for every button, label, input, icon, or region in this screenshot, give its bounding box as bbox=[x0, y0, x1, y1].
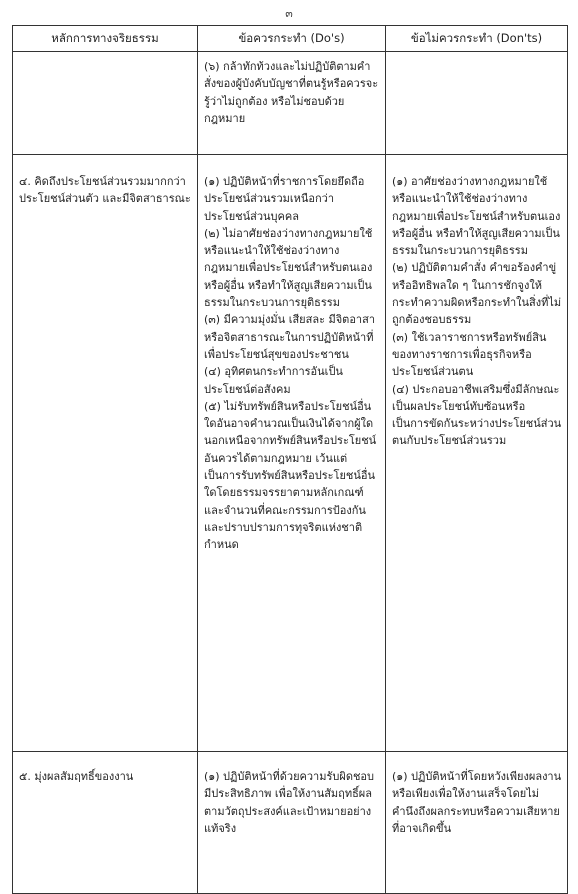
dos-cell bbox=[198, 52, 386, 155]
dos-item: (๕) ไม่รับทรัพย์สินหรือประโยชน์อื่นใดอันอาจคำนวณเป็นเงินได้จากผู้ใด นอกเหนือจากทรัพย์สินหรือประโยชน์อันควรได้ตามกฎหมาย เว้นแต่เป็นการรับทรัพย์สินหรือประโยชน์อื่นใดโดยธรรมจรรยาตามหลักเกณฑ์และจำนวนที่คณะกรรมการป้องกันและปราบปรามการทุจริตแห่งชาติกำหนด bbox=[204, 399, 377, 552]
dos-item: (๔) อุทิศตนกระทำการอันเป็นประโยชน์ต่อสังคม bbox=[204, 365, 343, 396]
donts-item: (๑) ปฏิบัติหน้าที่โดยหวังเพียงผลงานหรือเพียงเพื่อให้งานเสร็จโดยไม่คำนึงถึงผลกระทบหรือความเสียหายที่อาจเกิดขึ้น bbox=[392, 770, 562, 835]
donts-item: (๓) ใช้เวลาราชการหรือทรัพย์สินของทางราชการเพื่อธุรกิจหรือประโยชน์ส่วนตน bbox=[392, 330, 547, 379]
table-row bbox=[13, 52, 568, 155]
principle-cell: ๕. มุ่งผลสัมฤทธิ์ของงาน bbox=[13, 752, 198, 894]
dos-item: (๓) มีความมุ่งมั่น เสียสละ มีจิตอาสาหรือจิตสาธารณะในการปฏิบัติหน้าที่เพื่อประโยชน์สุขของประชาชน bbox=[204, 313, 375, 361]
dos-cell bbox=[198, 752, 386, 894]
header-donts: ข้อไม่ควรกระทำ (Don'ts) bbox=[386, 26, 568, 52]
header-principle: หลักการทางจริยธรรม bbox=[13, 26, 198, 52]
table-row bbox=[13, 155, 568, 752]
dos-item: (๑) ปฏิบัติหน้าที่ราชการโดยยึดถือประโยชน์ส่วนรวมเหนือกว่าประโยชน์ส่วนบุคคล bbox=[204, 175, 365, 223]
table-row bbox=[13, 752, 568, 894]
dos-item: (๒) ไม่อาศัยช่องว่างทางกฎหมายใช้ หรือแนะนำให้ใช้ช่องว่างทางกฎหมายเพื่อประโยชน์สำหรับตนเองหรือผู้อื่น หรือทำให้สูญเสียความเป็นธรรมในกระบวนการยุติธรรม bbox=[204, 226, 373, 310]
principle-cell bbox=[13, 52, 198, 155]
principle-cell: ๔. คิดถึงประโยชน์ส่วนรวมมากกว่าประโยชน์ส่วนตัว และมีจิตสาธารณะ bbox=[13, 155, 198, 752]
page-number: ๓ bbox=[285, 7, 293, 20]
dos-item: (๖) กล้าทักท้วงและไม่ปฏิบัติตามคำสั่งของผู้บังคับบัญชาที่ตนรู้หรือควรจะรู้ว่าไม่ถูกต้อง หรือไม่ชอบด้วยกฎหมาย bbox=[204, 60, 379, 125]
dos-item: (๑) ปฏิบัติหน้าที่ด้วยความรับผิดชอบ มีประสิทธิภาพ เพื่อให้งานสัมฤทธิ์ผลตามวัตถุประสงค์และเป้าหมายอย่างแท้จริง bbox=[204, 770, 375, 835]
donts-cell bbox=[386, 155, 568, 752]
table-header-row bbox=[13, 26, 568, 52]
dos-cell bbox=[198, 155, 386, 752]
header-dos: ข้อควรกระทำ (Do's) bbox=[198, 26, 386, 52]
donts-cell bbox=[386, 52, 568, 155]
donts-item: (๑) อาศัยช่องว่างทางกฎหมายใช้ หรือแนะนำให้ใช้ช่องว่างทางกฎหมายเพื่อประโยชน์สำหรับตนเองหรือผู้อื่น หรือทำให้สูญเสียความเป็นธรรมในกระบวนการยุติธรรม bbox=[392, 175, 561, 258]
donts-item: (๔) ประกอบอาชีพเสริมซึ่งมีลักษณะเป็นผลประโยชน์ทับซ้อนหรือเป็นการขัดกันระหว่างประโยชน์ส่วนตนกับประโยชน์ส่วนรวม bbox=[392, 382, 562, 448]
ethics-table bbox=[12, 25, 568, 894]
donts-item: (๒) ปฏิบัติตามคำสั่ง คำขอร้องคำขู่หรืออิทธิพลใด ๆ ในการชักจูงให้กระทำความผิดหรือกระทำในสิ่งที่ไม่ถูกต้องชอบธรรม bbox=[392, 261, 562, 327]
donts-cell bbox=[386, 752, 568, 894]
